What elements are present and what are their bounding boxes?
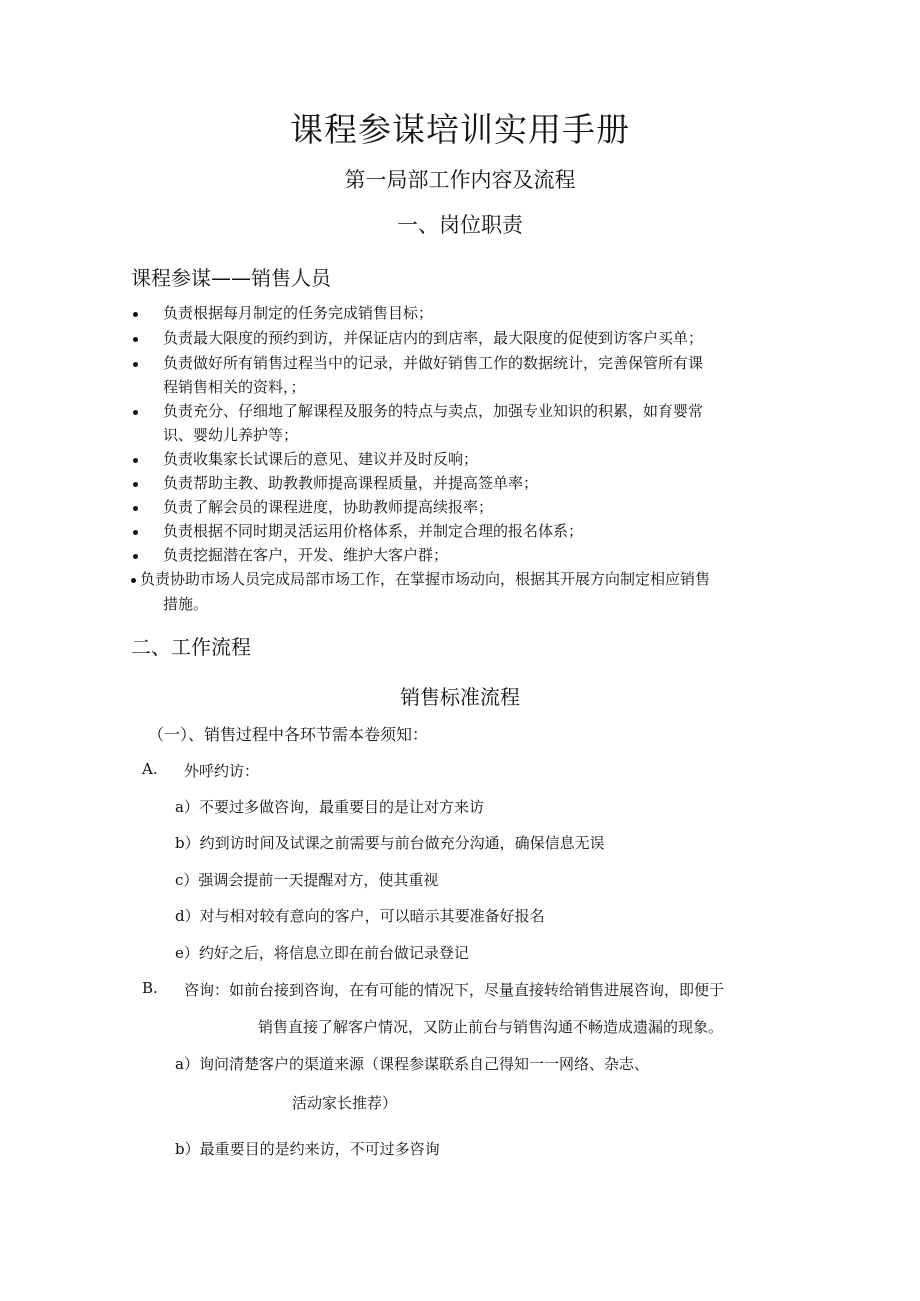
list-item: a）不要过多做咨询，最重要目的是让对方来访: [175, 798, 484, 816]
bullet-icon: [133, 458, 138, 463]
list-item: e）约好之后，将信息立即在前台做记录登记: [175, 944, 469, 962]
doc-subtitle: 第一局部工作内容及流程: [344, 168, 576, 192]
part-b-text-line2: 销售直接了解客户情况，又防止前台与销售沟通不畅造成遗漏的现象。: [258, 1018, 724, 1036]
bullet-icon: [133, 312, 138, 317]
bullet-icon: [133, 482, 138, 487]
list-item: c）强调会提前一天提醒对方，使其重视: [175, 871, 439, 889]
doc-title: 课程参谋培训实用手册: [290, 110, 630, 149]
bullet-icon: [133, 410, 138, 415]
bullet-icon: [133, 337, 138, 342]
bullet-icon: [131, 578, 136, 583]
list-item: a）询问清楚客户的渠道来源（课程参谋联系自己得知一一网络、杂志、: [175, 1055, 649, 1073]
part-a-label: A.: [142, 760, 158, 778]
bullet-icon: [133, 530, 138, 535]
standard-process-title: 销售标准流程: [400, 685, 520, 709]
part-b-text-line1: 咨询：如前台接到咨询，在有可能的情况下，尽量直接转给销售进展咨询，即便于: [184, 981, 725, 999]
list-item: b）约到访时间及试课之前需要与前台做充分沟通，确保信息无误: [175, 834, 605, 852]
list-item: d）对与相对较有意向的客户，可以暗示其要准备好报名: [175, 907, 545, 925]
notice-heading: （一）、销售过程中各环节需本卷须知：: [148, 725, 429, 744]
bullet-icon: [133, 506, 138, 511]
bullet-icon: [133, 554, 138, 559]
list-item: b）最重要目的是约来访，不可过多咨询: [175, 1140, 440, 1158]
list-item-continuation: 活动家长推荐）: [292, 1094, 398, 1112]
section-heading-workflow: 二、工作流程: [131, 635, 251, 659]
part-b-label: B.: [142, 979, 158, 997]
section-heading-duties: 一、岗位职责: [397, 213, 523, 237]
bullet-icon: [133, 362, 138, 367]
role-heading: 课程参谋——销售人员: [131, 266, 331, 290]
part-a-title: 外呼约访：: [184, 762, 260, 780]
